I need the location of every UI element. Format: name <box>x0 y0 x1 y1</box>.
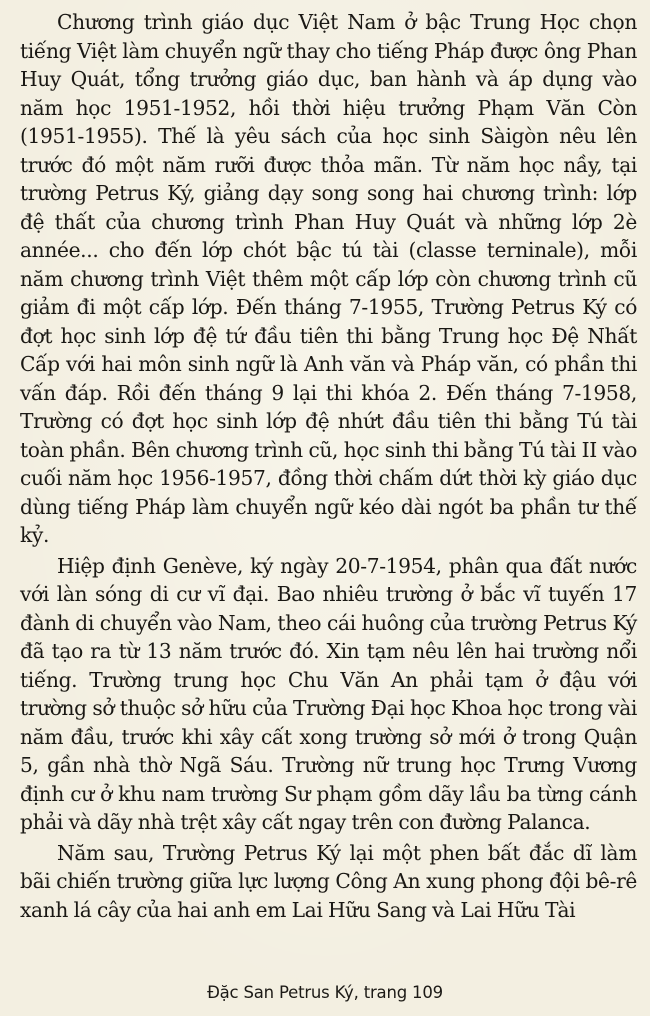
paragraph-2: Hiệp định Genève, ký ngày 20-7-1954, phân qua đất nước với làn sóng di cư vĩ đại. Bao nhiêu trường ở bắc vĩ tuyến 17 đành di chuyển vào Nam, theo cái huông của trường Petrus Ký đã tạo ra từ 13 năm trước đó. Xin tạm nêu lên hai trường nổi tiếng. Trường trung học Chu Văn An phải tạm ở đậu với trường sở thuộc sở hữu của Trường Đại học Khoa học trong vài năm đầu, trước khi xây cất xong trường sở mới ở trong Quận 5, gần nhà thờ Ngã Sáu. Trường nữ trung học Trưng Vương định cư ở khu nam trường Sư phạm gồm dãy lầu ba từng cánh phải và dãy nhà trệt xây cất ngay trên con đường Palanca. <box>20 553 637 834</box>
body-text <box>20 8 637 924</box>
paragraph-1: Chương trình giáo dục Việt Nam ở bậc Trung Học chọn tiếng Việt làm chuyển ngữ thay cho tiếng Pháp được ông Phan Huy Quát, tổng trưởng giáo dục, ban hành và áp dụng vào năm học 1951-1952, hồi thời hiệu trưởng Phạm Văn Còn (1951-1955). Thế là yêu sách của học sinh Sàigòn nêu lên trước đó một năm rưỡi được thỏa mãn. Từ năm học nầy, tại trường Petrus Ký, giảng dạy song song hai chương trình: lớp đệ thất của chương trình Phan Huy Quát và những lớp 2è année... cho đến lớp chót bậc tú tài (classe terninale), mỗi năm chương trình Việt thêm một cấp lớp còn chương trình cũ giảm đi một cấp lớp. Đến tháng 7-1955, Trường Petrus Ký có đợt học sinh lớp đệ tứ đầu tiên thi bằng Trung học Đệ Nhất Cấp với hai môn sinh ngữ là Anh văn và Pháp văn, có phần thi vấn đáp. Rồi đến tháng 9 lại thi khóa 2. Đến tháng 7-1958, Trường có đợt học sinh lớp đệ nhứt đầu tiên thi bằng Tú tài toàn phần. Bên chương trình cũ, học sinh thi bằng Tú tài II vào cuối năm học 1956-1957, đồng thời chấm dứt thời kỳ giáo dục dùng tiếng Pháp làm chuyển ngữ kéo dài ngót ba phần tư thế kỷ. <box>20 10 637 547</box>
page-footer: Đặc San Petrus Ký, trang 109 <box>207 983 443 1002</box>
paragraph-3: Năm sau, Trường Petrus Ký lại một phen bất đắc dĩ làm bãi chiến trường giữa lực lượng Công An xung phong đội bê-rê xanh lá cây của hai anh em Lai Hữu Sang và Lai Hữu Tài <box>20 840 637 922</box>
